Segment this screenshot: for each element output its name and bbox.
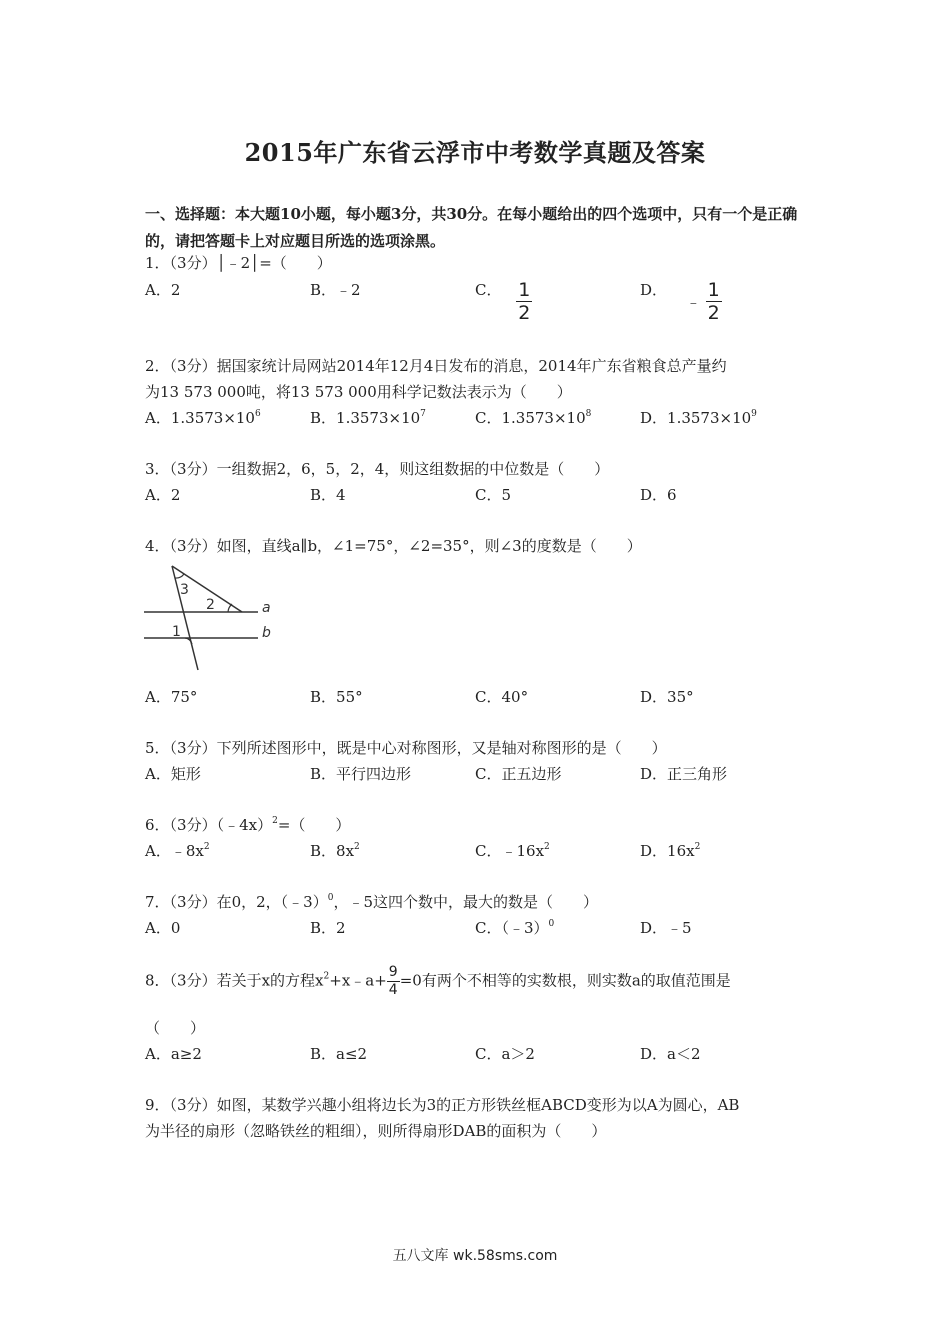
question-8-option-d: D．a＜2	[640, 1045, 701, 1063]
angle-label-1: 1	[172, 624, 181, 640]
option-text: C．1.3573×10	[475, 409, 586, 427]
exponent: 2	[354, 842, 360, 852]
fraction-denominator: 2	[707, 302, 720, 324]
exponent: 2	[323, 971, 330, 982]
question-4-option-a: A．75°	[145, 688, 198, 706]
question-5-stem: 5．（3分）下列所述图形中，既是中心对称图形，又是轴对称图形的是（ ）	[145, 739, 667, 757]
option-text: A．﹣8x	[145, 842, 204, 860]
question-3-option-c: C．5	[475, 486, 512, 504]
question-2-option-c	[475, 407, 591, 428]
angle-label-3: 3	[180, 582, 189, 598]
fraction-denominator: 4	[388, 982, 398, 998]
question-6-option-d	[640, 840, 700, 861]
question-8-stem	[145, 964, 731, 999]
question-6-option-c	[475, 840, 550, 861]
question-4-option-d: D．35°	[640, 688, 694, 706]
question-7-option-b: B．2	[310, 919, 346, 937]
question-2-option-d	[640, 407, 757, 428]
question-2-stem-line-1: 2．（3分）据国家统计局网站2014年12月4日发布的消息，2014年广东省粮食总产量约	[145, 357, 727, 375]
stem-text-end: ，﹣5这四个数中，最大的数是（ ）	[333, 893, 598, 911]
angle-3-arc	[175, 574, 184, 578]
fraction-numerator: 9	[388, 964, 398, 980]
question-6-stem	[145, 814, 350, 835]
angle-label-2: 2	[206, 597, 215, 613]
exponent: 2	[272, 816, 278, 826]
option-text: D．1.3573×10	[640, 409, 752, 427]
question-7-stem	[145, 891, 598, 912]
parallel-lines-figure	[140, 560, 280, 675]
question-2-option-a	[145, 407, 261, 428]
exponent: 9	[751, 409, 757, 419]
question-7-option-a: A．0	[145, 919, 181, 937]
question-1-option-d	[640, 279, 722, 324]
question-7-option-c	[475, 917, 554, 938]
stem-text-mid: +x﹣a+	[329, 971, 387, 990]
exponent: 6	[254, 409, 261, 419]
fraction-denominator: 2	[518, 302, 531, 324]
stem-text-end: =（ ）	[277, 816, 351, 834]
section-header: 一、选择题：本大题10小题，每小题3分，共30分。在每小题给出的四个选项中，只有一个是正确的，请把答题卡上对应题目所选的选项涂黑。	[145, 205, 798, 250]
fraction	[387, 964, 400, 999]
question-3-stem: 3．（3分）一组数据2，6，5，2，4，则这组数据的中位数是（ ）	[145, 460, 610, 478]
fraction	[516, 279, 532, 324]
exponent: 8	[585, 409, 592, 419]
question-3-option-b: B．4	[310, 486, 346, 504]
question-6-option-b	[310, 840, 360, 861]
footer-watermark: 五八文库 wk.58sms.com	[392, 1248, 558, 1264]
question-5-option-d: D．正三角形	[640, 765, 728, 783]
question-4-option-b: B．55°	[310, 688, 363, 706]
question-7-option-d: D．﹣5	[640, 919, 692, 937]
question-1-option-c	[475, 279, 532, 324]
question-8-option-c: C．a＞2	[475, 1045, 535, 1063]
option-text: B．8x	[310, 842, 355, 860]
option-label: C．	[475, 281, 502, 299]
stem-text: 6．（3分）（﹣4x）	[145, 816, 273, 834]
question-5-option-c: C．正五边形	[475, 765, 562, 783]
fraction	[706, 279, 722, 324]
question-3-option-a: A．2	[145, 486, 181, 504]
stem-text: 7．（3分）在0，2，（﹣3）	[145, 893, 328, 911]
stem-text: 8．（3分）若关于x的方程x	[145, 971, 324, 990]
question-3-option-d: D．6	[640, 486, 677, 504]
exponent: 7	[420, 409, 426, 419]
question-5-option-b: B．平行四边形	[310, 765, 412, 783]
question-2-stem-line-2: 为13 573 000吨，将13 573 000用科学记数法表示为（ ）	[145, 383, 572, 401]
question-8-option-a: A．a≥2	[145, 1045, 202, 1063]
option-text: C．﹣16x	[475, 842, 545, 860]
question-1-option-b: B．﹣2	[310, 281, 361, 299]
question-9-stem-line-1: 9．（3分）如图，某数学兴趣小组将边长为3的正方形铁丝框ABCD变形为以A为圆心，AB	[145, 1096, 740, 1114]
line-label-b: b	[262, 625, 271, 641]
exponent: 2	[694, 842, 701, 852]
angle-2-arc	[228, 604, 232, 612]
exponent: 2	[203, 842, 210, 852]
question-1-stem: 1．（3分）│﹣2│=（ ）	[145, 254, 332, 272]
option-text: A．1.3573×10	[145, 409, 255, 427]
exponent: 2	[544, 842, 550, 852]
exponent: 0	[548, 919, 555, 929]
option-text: D．16x	[640, 842, 695, 860]
option-text: C．（﹣3）	[475, 919, 549, 937]
question-6-option-a	[145, 840, 210, 861]
question-2-option-b	[310, 407, 426, 428]
line-label-a: a	[262, 600, 271, 616]
stem-text-end: =0有两个不相等的实数根，则实数a的取值范围是	[399, 971, 731, 990]
question-4-stem: 4．（3分）如图，直线a∥b，∠1=75°，∠2=35°，则∠3的度数是（ ）	[145, 537, 642, 555]
fraction-numerator: 1	[518, 279, 531, 301]
page-title: 2015年广东省云浮市中考数学真题及答案	[244, 138, 706, 167]
question-8-stem-line-2: （ ）	[145, 1019, 206, 1037]
question-1-option-a: A．2	[145, 281, 181, 299]
option-label: D．	[640, 281, 668, 299]
option-text: B．1.3573×10	[310, 409, 421, 427]
question-8-option-b: B．a≤2	[310, 1045, 368, 1063]
minus-sign: ﹣	[685, 293, 701, 311]
fraction-numerator: 1	[707, 279, 720, 301]
question-4-option-c: C．40°	[475, 688, 529, 706]
question-5-option-a: A．矩形	[145, 765, 201, 783]
exponent: 0	[327, 893, 334, 903]
question-9-stem-line-2: 为半径的扇形（忽略铁丝的粗细），则所得扇形DAB的面积为（ ）	[145, 1122, 607, 1140]
